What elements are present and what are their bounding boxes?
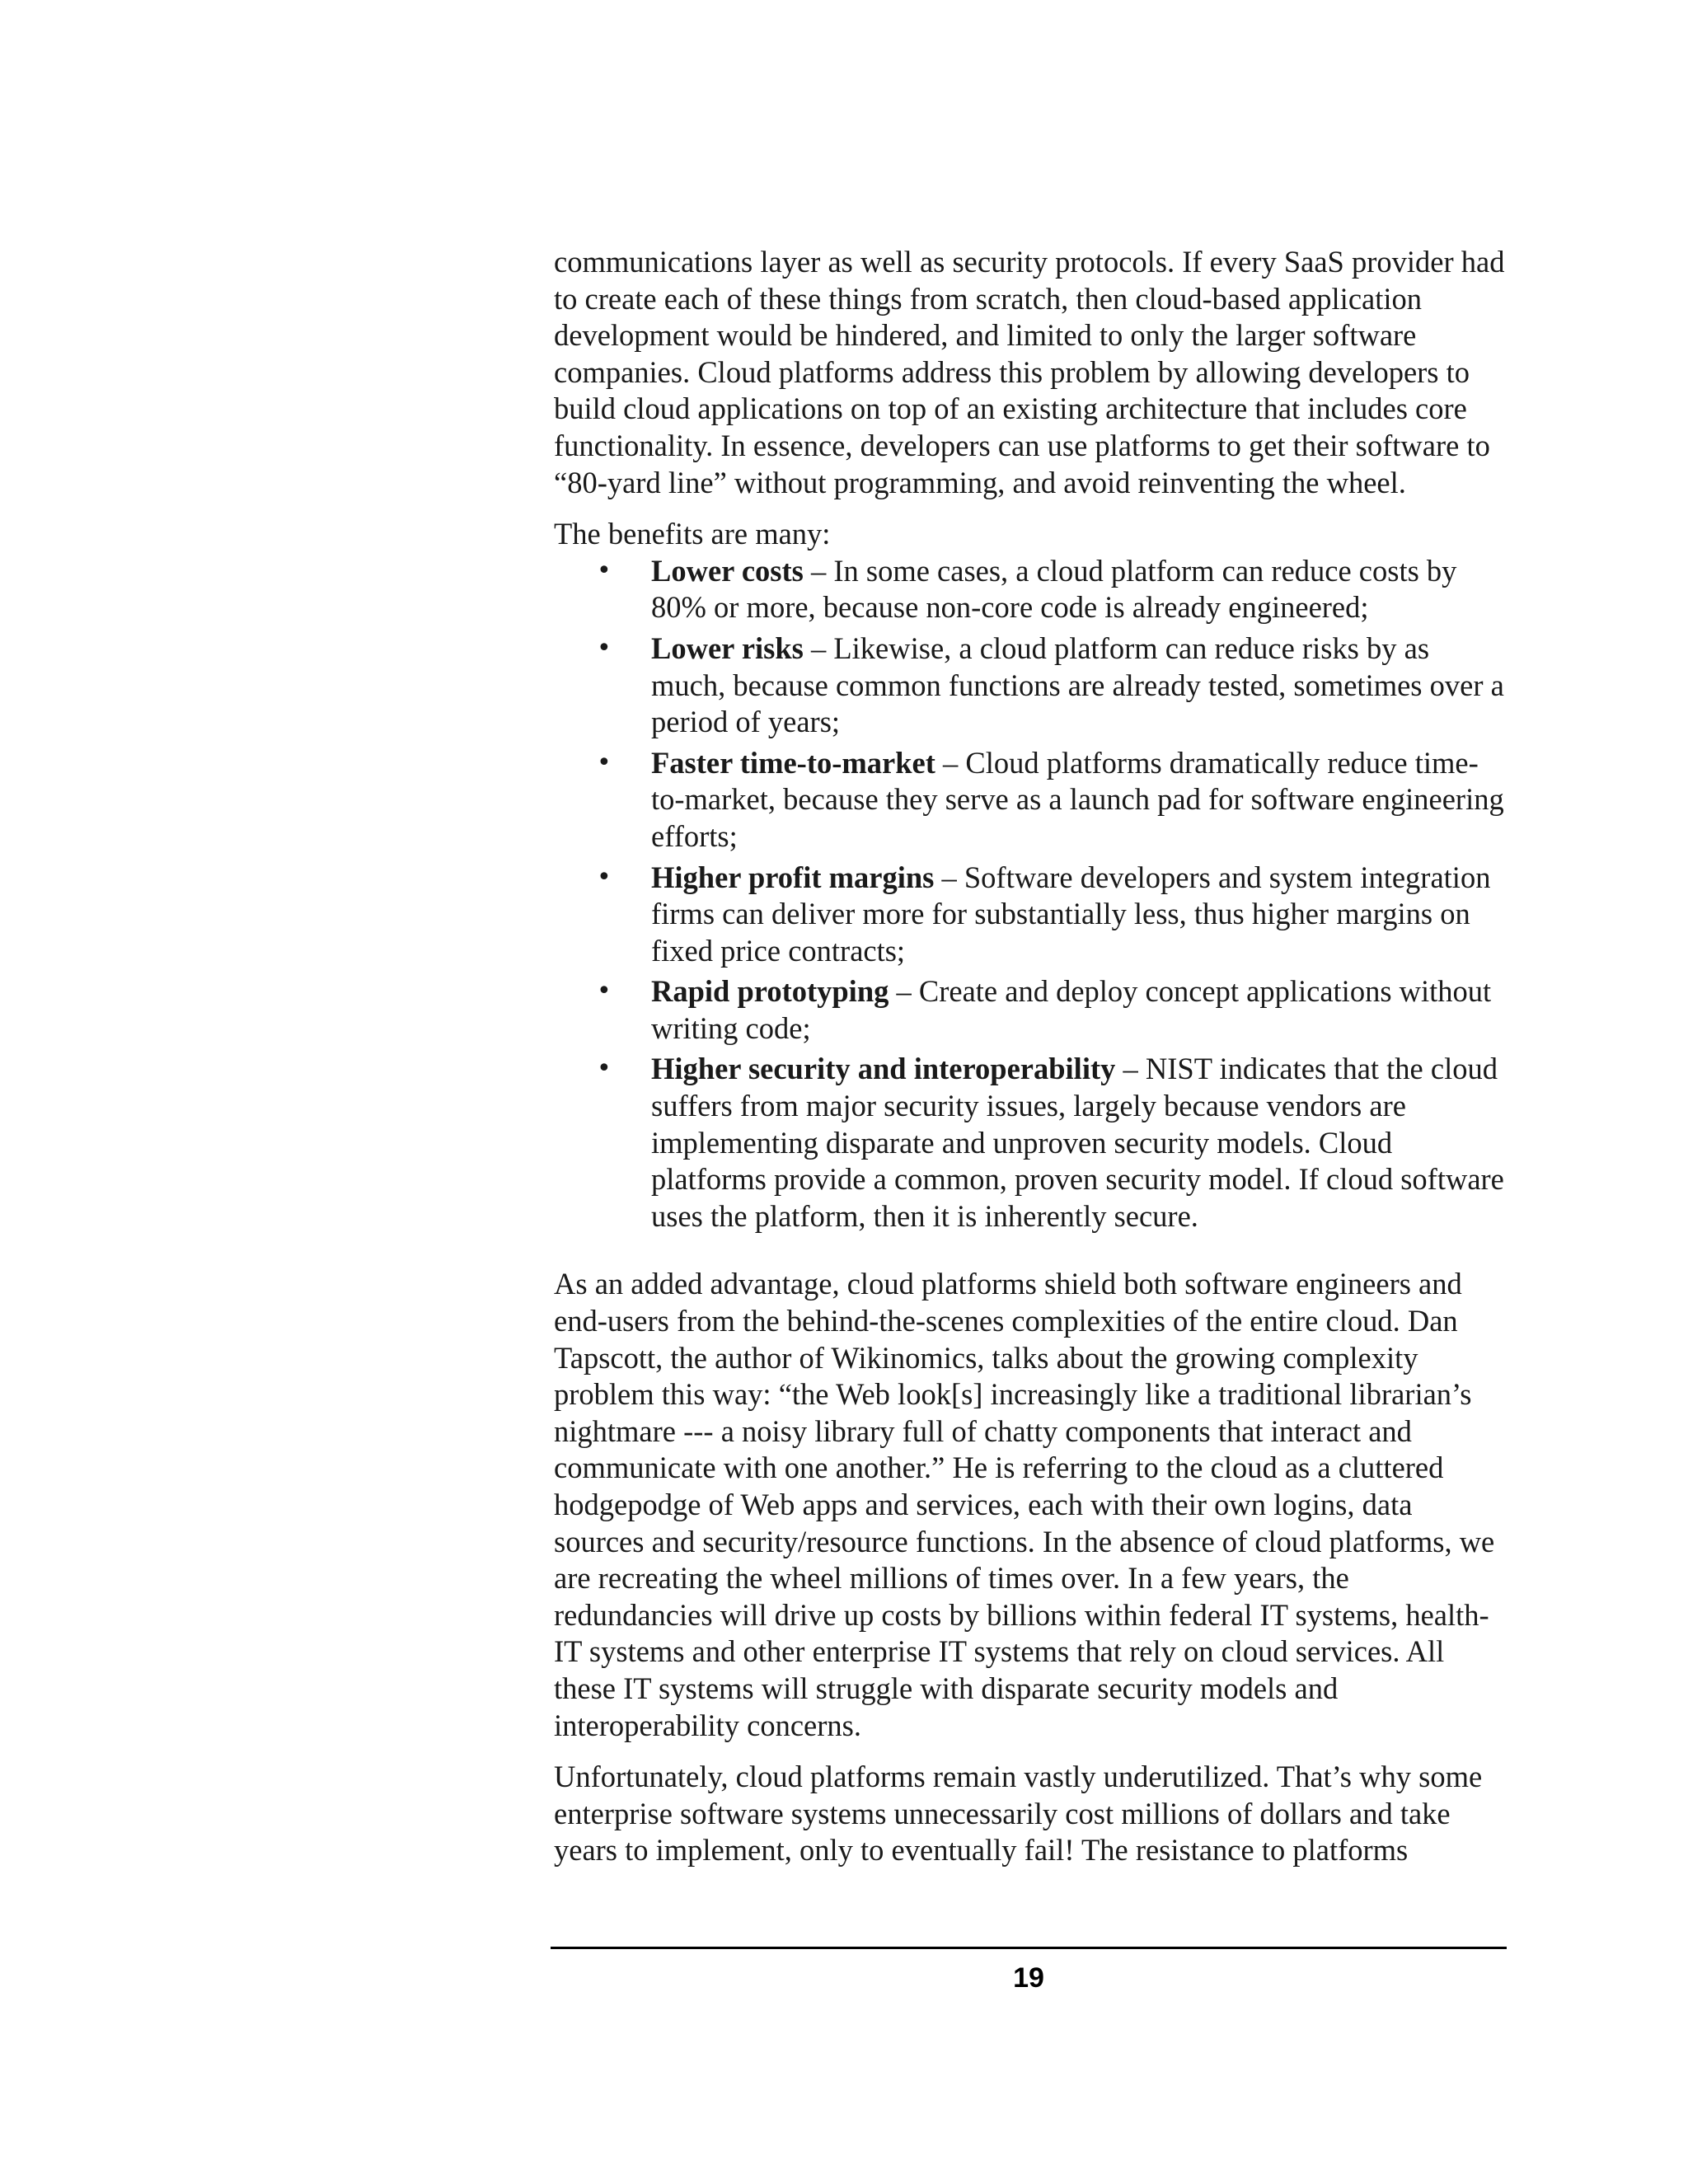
paragraph-intro: communications layer as well as security protocols. If every SaaS provider had to create each of these things from scratch, then cloud-based application development would be hindered, and limited to only the larger software companies. Cloud platforms address this problem by allowing developers to build cloud applications on top of an existing architecture that includes core functionality. In essence, developers can use platforms to get their software to “80-yard line” without programming, and avoid reinventing the wheel. — [554, 245, 1505, 499]
paragraph-unfortunately: Unfortunately, cloud platforms remain vastly underutilized. That’s why some enterprise software systems unnecessarily cost millions of dollars and take years to implement, only to eventually fail! The resistance to platforms — [554, 1760, 1483, 1868]
benefit-item-lower-risks — [597, 630, 1507, 741]
paragraph-advantage: As an added advantage, cloud platforms shield both software engineers and end-users from the behind-the-scenes complexities of the entire cloud. Dan Tapscott, the author of Wikinomics, talks about the growing complexity problem this way: “the Web look[s] increasingly like a traditional librarian’s nightmare --- a noisy library full of chatty components that interact and communicate with one another.” He is referring to the cloud as a cluttered hodgepodge of Web apps and services, each with their own logins, data sources and security/resource functions. In the absence of cloud platforms, we are recreating the wheel millions of times over. In a few years, the redundancies will drive up costs by billions within federal IT systems, health-IT systems and other enterprise IT systems that rely on cloud services. All these IT systems will struggle with disparate security models and interoperability concerns. — [554, 1267, 1495, 1742]
benefit-term: Rapid prototyping — [651, 974, 889, 1009]
benefit-description: – Create and deploy concept applications without writing code; — [651, 974, 1492, 1045]
benefit-description: – Cloud platforms dramatically reduce time-to-market, because they serve as a launch pad for software engineering efforts; — [651, 745, 1504, 853]
benefits-lead-in: The benefits are many: — [554, 517, 831, 551]
benefit-description: – NIST indicates that the cloud suffers from major security issues, largely because vendors are implementing disparate and unproven security models. Cloud platforms provide a common, proven security model. If cloud software uses the platform, then it is inherently secure. — [651, 1052, 1504, 1233]
bullet-icon: • — [597, 555, 612, 585]
body-text — [554, 244, 1507, 1869]
benefit-item-higher-security — [597, 1051, 1507, 1235]
bullet-icon: • — [597, 633, 612, 663]
benefit-term: Lower risks — [651, 630, 804, 665]
benefit-item-higher-profit-margins — [597, 860, 1507, 970]
bullet-icon: • — [597, 1054, 612, 1084]
benefit-description: – Software developers and system integration firms can deliver more for substantially less, thus higher margins on fixed price contracts; — [651, 860, 1491, 968]
bullet-icon: • — [597, 977, 612, 1006]
benefit-term: Faster time-to-market — [651, 745, 935, 780]
benefits-list — [554, 553, 1507, 1235]
benefit-term: Higher profit margins — [651, 860, 935, 894]
bullet-icon: • — [597, 748, 612, 777]
page-number: 19 — [1013, 1962, 1044, 1994]
benefit-description: – In some cases, a cloud platform can reduce costs by 80% or more, because non-core code is already engineered; — [651, 553, 1457, 625]
footer-divider — [551, 1947, 1507, 1949]
bullet-icon: • — [597, 862, 612, 892]
benefit-term: Higher security and interoperability — [651, 1052, 1116, 1086]
benefit-description: – Likewise, a cloud platform can reduce risks by as much, because common functions are already tested, sometimes over a period of years; — [651, 630, 1504, 739]
benefit-item-lower-costs — [597, 553, 1507, 626]
benefit-term: Lower costs — [651, 553, 804, 588]
benefit-item-faster-time-to-market — [597, 745, 1507, 855]
benefit-item-rapid-prototyping — [597, 973, 1507, 1047]
